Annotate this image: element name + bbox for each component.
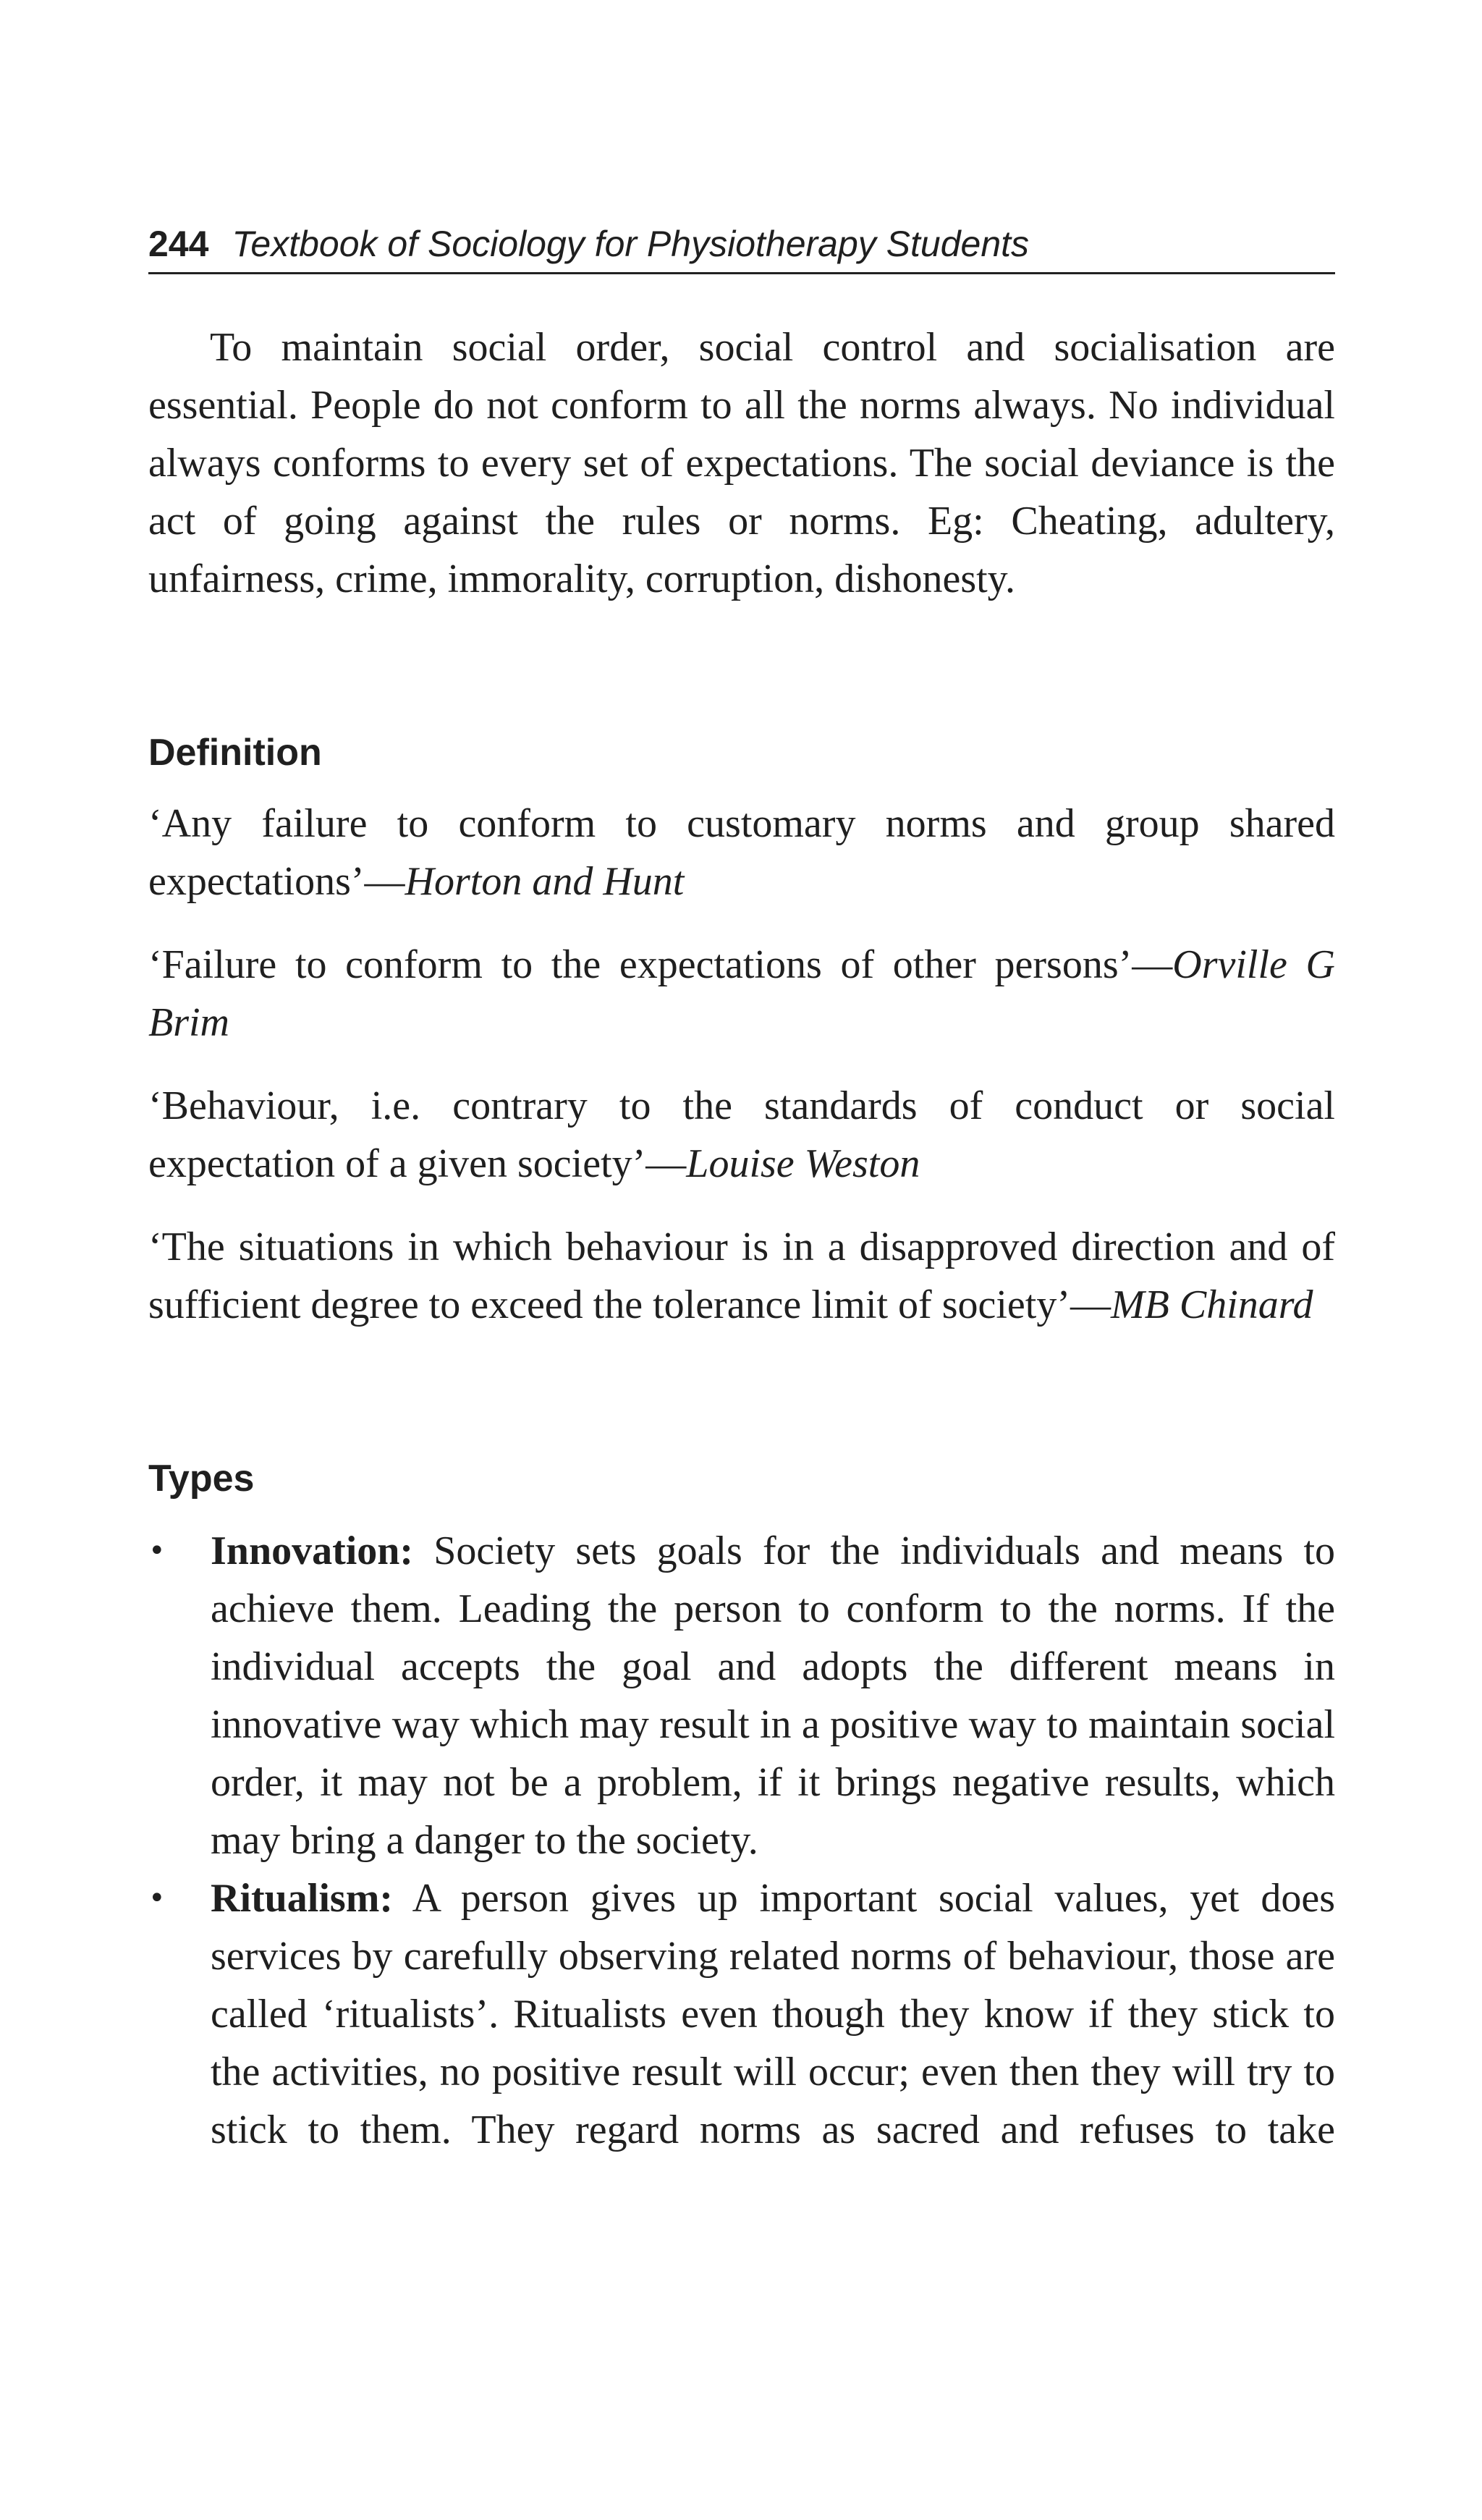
bullet-icon: • <box>148 1534 166 1568</box>
definition-quote: ‘Failure to conform to the expectations of other persons’— <box>148 942 1173 987</box>
types-list <box>148 1522 1335 2159</box>
book-title: Textbook of Sociology for Physiotherapy Students <box>232 224 1030 264</box>
definition-author: Horton and Hunt <box>405 859 685 904</box>
definition-list <box>148 795 1335 1359</box>
running-head <box>148 216 1335 274</box>
definition-quote: ‘Any failure to conform to customary norms and group shared expectations’— <box>148 801 1335 904</box>
definition-author: MB Chinard <box>1110 1282 1313 1327</box>
definition-item <box>148 795 1335 910</box>
types-heading: Types <box>148 1458 255 1500</box>
definition-quote: ‘The situations in which behaviour is in a disapproved direction and of sufficient degree to exceed the tolerance limit of society’— <box>148 1225 1335 1327</box>
definition-item <box>148 1218 1335 1334</box>
definition-author: Louise Weston <box>686 1141 920 1186</box>
definition-quote: ‘Behaviour, i.e. contrary to the standards of conduct or social expectation of a given society’— <box>148 1083 1335 1186</box>
list-item <box>148 1522 1335 1869</box>
type-term: Innovation: <box>211 1529 414 1573</box>
type-description: Society sets goals for the individuals and means to achieve them. Leading the person to conform to the norms. If the individual accepts the goal and adopts the different means in innovative way which may result in a positive way to maintain social order, it may not be a problem, if it brings negative results, which may bring a danger to the society. <box>211 1529 1335 1863</box>
bullet-icon: • <box>148 1882 166 1915</box>
page-number: 244 <box>148 224 209 264</box>
list-item <box>148 1869 1335 2159</box>
definition-item <box>148 936 1335 1052</box>
definition-author: Orville G Brim <box>148 942 1336 1045</box>
definition-heading: Definition <box>148 732 322 774</box>
definition-item <box>148 1077 1335 1193</box>
type-term: Ritualism: <box>211 1876 393 1921</box>
intro-paragraph: To maintain social order, social control and socialisation are essential. People do not conform to all the norms always. No individual always conforms to every set of expectations. The social deviance is the act of going against the rules or norms. Eg: Cheating, adultery, unfairness, crime, immorality, corruption, dishonesty. <box>148 325 1335 601</box>
type-description: A person gives up important social values, yet does services by carefully observing related norms of behaviour, those are called ‘ritualists’. Ritualists even though they know if they stick to the activities, no positive result will occur; even then they will try to stick to them. They regard norms as sacred and refuses to take <box>211 1876 1335 2152</box>
